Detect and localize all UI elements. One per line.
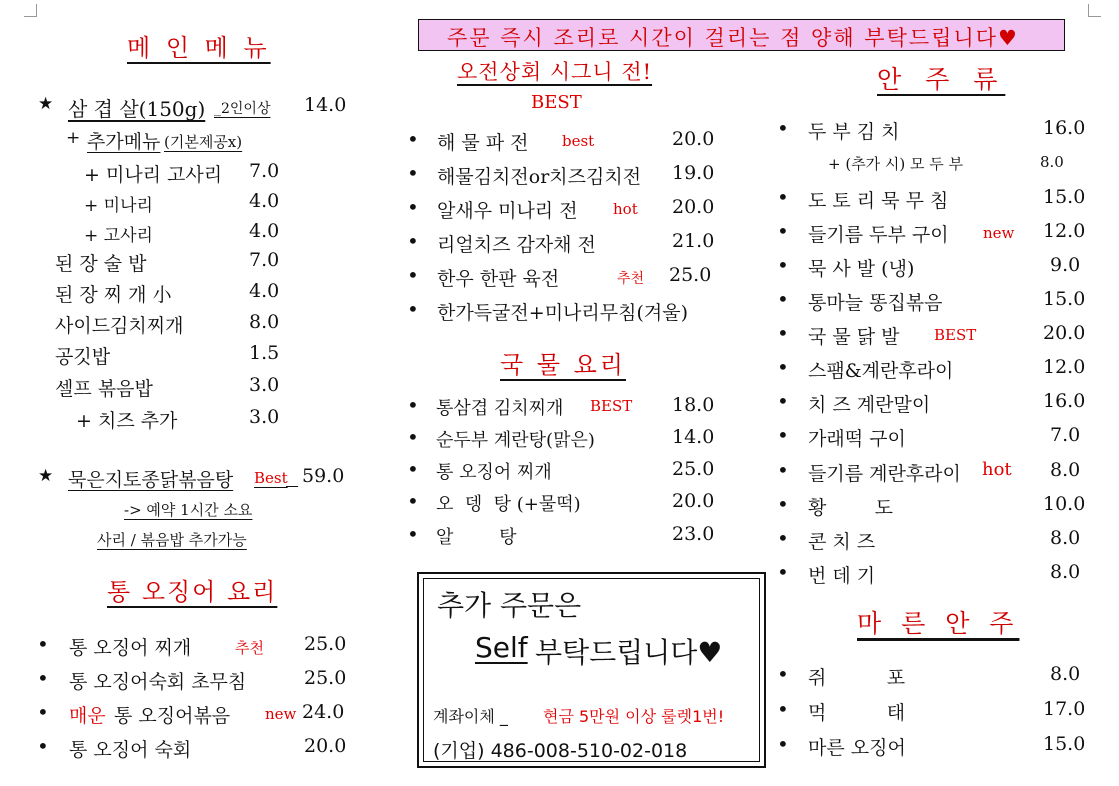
item-price: 15.0 xyxy=(1043,186,1086,208)
item-tag: new xyxy=(265,705,297,723)
account-number: (기업) 486-008-510-02-018 xyxy=(433,740,688,762)
item-name: 리얼치즈 감자채 전 xyxy=(437,234,596,256)
jeon-section-title: 오전상회 시그니 전! xyxy=(457,60,653,84)
item-tag: best xyxy=(562,132,595,150)
bullet-icon: • xyxy=(37,700,49,724)
item-name: 공깃밥 xyxy=(55,346,111,368)
item-name: 한우 한판 육전 xyxy=(437,268,560,290)
bullet-icon: • xyxy=(777,185,789,209)
bullet-icon: • xyxy=(777,732,789,756)
item-price: 19.0 xyxy=(672,162,715,184)
item-tag: BEST xyxy=(934,326,977,344)
bullet-icon: • xyxy=(407,457,419,481)
bullet-icon: • xyxy=(777,560,789,584)
special-tag: Best xyxy=(254,469,288,487)
account-label: 계좌이체 _ xyxy=(433,707,508,726)
item-price: 16.0 xyxy=(1043,390,1086,412)
item-price: 3.0 xyxy=(249,406,280,428)
star-icon: ★ xyxy=(38,94,54,114)
bullet-icon: • xyxy=(777,389,789,413)
item-name: 통 오징어볶음 xyxy=(114,705,231,727)
item-price: 3.0 xyxy=(249,374,280,396)
item-name: 된 장 찌 개 小 xyxy=(55,284,172,306)
bullet-icon: • xyxy=(37,734,49,758)
item-price: 17.0 xyxy=(1043,698,1086,720)
bullet-icon: • xyxy=(777,287,789,311)
item-name: 들기름 두부 구이 xyxy=(808,224,949,246)
item-name: 통 오징어숙회 초무침 xyxy=(69,671,247,693)
item-name: 쥐 포 xyxy=(808,667,906,689)
bullet-icon: • xyxy=(407,161,419,185)
item-name: 콘 치 즈 xyxy=(808,531,876,553)
special-name: 묵은지토종닭볶음탕 xyxy=(68,469,234,491)
bullet-icon: • xyxy=(407,297,419,321)
item-price: 20.0 xyxy=(1043,322,1086,344)
bullet-icon: • xyxy=(37,666,49,690)
item-name: 번 데 기 xyxy=(808,565,876,587)
item-tag: 추천 xyxy=(617,271,645,287)
item-price: 8.0 xyxy=(1050,459,1081,481)
item-name: 순두부 계란탕(맑은) xyxy=(436,430,595,451)
item-price: 12.0 xyxy=(1043,356,1086,378)
anju-section-title: 안 주 류 xyxy=(877,65,1006,94)
special-underline-gap xyxy=(286,465,298,487)
corner-mark-top-left xyxy=(24,4,37,17)
item-name: + (추가 시) 모 두 부 xyxy=(828,155,964,173)
item-price: 16.0 xyxy=(1043,117,1086,139)
item-price: 25.0 xyxy=(304,633,347,655)
item-name: 통 오징어 숙회 xyxy=(69,739,192,761)
item-price: 20.0 xyxy=(304,735,347,757)
bullet-icon: • xyxy=(777,219,789,243)
item-name: 오 뎅 탕 (+물떡) xyxy=(436,494,581,515)
item-name: 국 물 닭 발 xyxy=(808,326,900,348)
item-name: 묵 사 발 (냉) xyxy=(808,258,915,280)
item-name: 한가득굴전+미나리무침(겨울) xyxy=(437,302,688,324)
item-price: 8.0 xyxy=(249,311,280,333)
self-order-box xyxy=(417,572,766,768)
bullet-icon: • xyxy=(407,489,419,513)
item-name: 스팸&계란후라이 xyxy=(808,360,954,382)
soup-section-title: 국 물 요리 xyxy=(500,351,626,379)
self-order-line2: 부탁드립니다♥ xyxy=(535,636,723,669)
bullet-icon: • xyxy=(777,662,789,686)
bullet-icon: • xyxy=(777,526,789,550)
bullet-icon: • xyxy=(407,393,419,417)
addon-name: + 미나리 고사리 xyxy=(84,164,223,186)
item-tag: 추천 xyxy=(235,639,264,657)
addon-header-name: 추가메뉴 xyxy=(87,131,161,153)
item-name: 치 즈 계란말이 xyxy=(808,394,931,416)
bullet-icon: • xyxy=(407,522,419,546)
item-price: 25.0 xyxy=(672,458,715,480)
item-price: 15.0 xyxy=(1043,288,1086,310)
addon-price: 7.0 xyxy=(249,160,280,182)
item-price: 7.0 xyxy=(1050,424,1081,446)
item-price: 7.0 xyxy=(249,249,280,271)
item-price: 14.0 xyxy=(304,94,347,116)
bullet-icon: • xyxy=(777,321,789,345)
item-price: 20.0 xyxy=(672,196,715,218)
bullet-icon: • xyxy=(777,423,789,447)
item-price: 8.0 xyxy=(1040,153,1064,171)
item-tag: hot xyxy=(613,200,638,218)
item-name: 통마늘 똥집볶음 xyxy=(808,292,943,314)
bullet-icon: • xyxy=(407,263,419,287)
item-prefix: 매운 xyxy=(69,705,106,727)
item-price: 21.0 xyxy=(672,230,715,252)
bullet-icon: • xyxy=(777,492,789,516)
item-name: 해물김치전or치즈김치전 xyxy=(437,166,642,188)
notice-banner xyxy=(418,19,1065,51)
item-tag: hot xyxy=(982,459,1012,480)
main-menu-title: 메 인 메 뉴 xyxy=(127,34,271,62)
self-order-self: Self xyxy=(475,631,528,664)
addon-name: + 고사리 xyxy=(84,226,153,246)
item-price: 24.0 xyxy=(302,701,345,723)
item-price: 4.0 xyxy=(249,280,280,302)
item-price: 25.0 xyxy=(669,264,712,286)
item-name: 해 물 파 전 xyxy=(437,132,529,154)
item-name: 가래떡 구이 xyxy=(808,428,906,450)
item-name: 사이드김치찌개 xyxy=(55,315,184,337)
notice-banner-text: 주문 즉시 조리로 시간이 걸리는 점 양해 부탁드립니다♥ xyxy=(447,26,1019,50)
item-name: 통 오징어 찌개 xyxy=(436,462,552,483)
item-name: 먹 태 xyxy=(808,702,906,724)
item-name: 알새우 미나리 전 xyxy=(437,200,578,222)
item-name: 셀프 볶음밥 xyxy=(55,378,153,400)
item-price: 25.0 xyxy=(304,667,347,689)
item-name: 통 오징어 찌개 xyxy=(69,637,192,659)
addon-name: + 미나리 xyxy=(84,196,153,216)
bullet-icon: • xyxy=(407,127,419,151)
item-price: 14.0 xyxy=(672,426,715,448)
item-tag: BEST xyxy=(590,397,633,415)
corner-mark-top-right xyxy=(1088,4,1101,17)
dry-snack-section-title: 마 른 안 주 xyxy=(857,609,1020,638)
plus-icon: + xyxy=(66,128,81,148)
bullet-icon: • xyxy=(777,355,789,379)
item-price: 8.0 xyxy=(1050,527,1081,549)
item-price: 18.0 xyxy=(672,394,715,416)
bullet-icon: • xyxy=(777,697,789,721)
squid-section-title: 통 오징어 요리 xyxy=(107,578,278,606)
item-name: 마른 오징어 xyxy=(808,737,906,759)
item-name: 삼 겹 살(150g) xyxy=(68,97,206,121)
item-name: 도 토 리 묵 무 침 xyxy=(808,190,949,212)
special-note-2: 사리 / 볶음밥 추가가능 xyxy=(97,531,247,549)
star-icon: ★ xyxy=(38,466,54,486)
special-price: 59.0 xyxy=(302,465,345,487)
account-promo: 현금 5만원 이상 룰렛1번! xyxy=(543,707,725,726)
item-price: 10.0 xyxy=(1043,493,1086,515)
bullet-icon: • xyxy=(37,632,49,656)
item-price: 20.0 xyxy=(672,490,715,512)
self-order-line1: 추가 주문은 xyxy=(437,589,582,622)
bullet-icon: • xyxy=(777,116,789,140)
addon-price: 4.0 xyxy=(249,190,280,212)
item-price: 15.0 xyxy=(1043,733,1086,755)
item-name: 알 탕 xyxy=(436,527,517,548)
jeon-best-label: BEST xyxy=(531,92,582,113)
item-name: + 치즈 추가 xyxy=(76,410,178,432)
item-price: 9.0 xyxy=(1050,254,1081,276)
item-price: 8.0 xyxy=(1050,561,1081,583)
addon-price: 4.0 xyxy=(249,220,280,242)
item-price: 8.0 xyxy=(1050,663,1081,685)
item-price: 12.0 xyxy=(1043,220,1086,242)
item-note: _2인이상 xyxy=(214,101,271,117)
item-price: 23.0 xyxy=(672,523,715,545)
item-price: 20.0 xyxy=(672,128,715,150)
bullet-icon: • xyxy=(407,195,419,219)
item-name: 두 부 김 치 xyxy=(808,121,900,143)
bullet-icon: • xyxy=(407,425,419,449)
item-price: 1.5 xyxy=(249,342,280,364)
bullet-icon: • xyxy=(777,458,789,482)
bullet-icon: • xyxy=(777,253,789,277)
item-name: 들기름 계란후라이 xyxy=(808,463,961,485)
item-name: 된 장 술 밥 xyxy=(55,253,147,275)
item-name: 통삼겹 김치찌개 xyxy=(436,398,564,419)
item-tag: new xyxy=(983,224,1015,242)
addon-header-note: (기본제공x) xyxy=(164,133,243,151)
bullet-icon: • xyxy=(407,229,419,253)
special-note-1: -> 예약 1시간 소요 xyxy=(124,501,253,519)
item-name: 황 도 xyxy=(808,497,894,519)
